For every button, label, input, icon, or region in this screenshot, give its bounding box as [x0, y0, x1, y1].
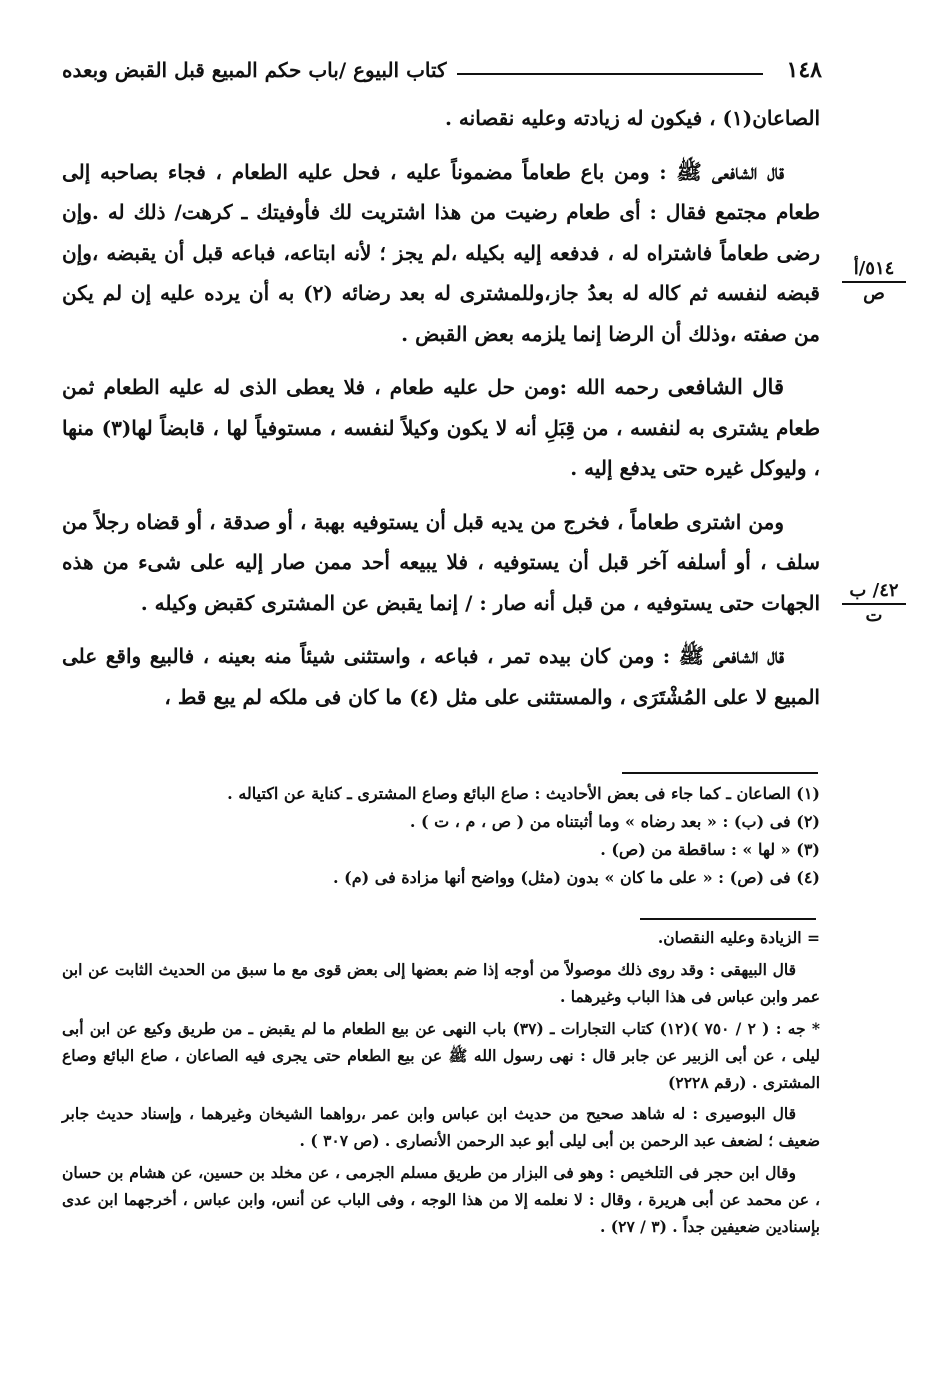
continued-footnote-intro [62, 924, 820, 952]
continued-footnote-rule [640, 918, 816, 920]
continued-footnote-para-3: قال البوصيرى : له شاهد صحيح من حديث ابن عباس وابن عمر ،رواهما الشيخان وغيرهما ، وإسناد حديث جابر ضعيف ؛ لضعف عبد الرحمن بن أبى ليلى أبو عبد الرحمن الأنصارى . (ص ٣٠٧ ) . [62, 1104, 820, 1151]
main-text [62, 98, 820, 730]
paragraph-2 [62, 152, 820, 355]
continued-footnote-para-1: قال البيهقى : وقد روى ذلك موصولاً من أوجه إذا ضم بعضها إلى بعض قوى مع ما سبق من الحديث الثابت عن ابن عمر وابن عباس فى هذا الباب وغيرهما . [62, 960, 820, 1007]
paragraph-2-text: : ومن باع طعاماً مضموناً عليه ، فحل عليه الطعام ، فجاء بصاحبه إلى طعام مجتمع فقال : أى طعام رضيت من هذا اشتريت لك فأوفيتك ـ كرهت/ ذلك له .وإن رضى طعاماً فاشتراه له ، فدفعه إليه بكيله ،لم يجز ؛ لأنه ابتاعه، فباعه قبل أن يقبضه ،وإن قبضه لنفسه ثم كاله له بعدُ جاز،وللمشترى له بعد رضائه (٢) به أن يرده عليه إن لم يكن من صفته ،وذلك أن الرضا إنما يلزمه بعض القبض . [62, 159, 820, 346]
margin-marker-2-source: ت [865, 605, 883, 626]
speaker-label: قال الشافعى [667, 374, 784, 399]
footnote-rule [622, 772, 818, 774]
continuation-mark: = [807, 929, 820, 947]
paragraph-5 [62, 636, 820, 717]
margin-marker-2-folio: ٤٢/ ب [842, 580, 906, 605]
footnotes [62, 780, 820, 892]
margin-marker-2 [842, 580, 906, 626]
footnote-4: (٤) فى (ص) : « على ما كان » بدون (مثل) وواضح أنها مزادة فى (م) . [332, 868, 820, 887]
paragraph-3 [62, 367, 820, 489]
footnote-2: (٢) فى (ب) : « بعد رضاه » وما أثبتناه من ( ص ، م ، ت ) . [409, 812, 820, 831]
continued-intro-text: الزيادة وعليه النقصان. [657, 928, 802, 947]
footnote-3: (٣) « لها » : ساقطة من (ص) . [600, 840, 820, 859]
margin-marker-1-source: ص [863, 283, 885, 304]
header-rule [457, 73, 763, 75]
speaker-label: قال الشافعى ﷺ [676, 158, 784, 184]
continued-footnote-para-4: وقال ابن حجر فى التلخيص : وهو فى البزار من طريق مسلم الجرمى ، عن مخلد بن حسين، عن هشام بن حسان ، عن محمد عن أبى هريرة ، وقال : لا نعلمه إلا من هذا الوجه ، وفى الباب عن أنس، وابن عباس ، أخرجهما ابن عدى بإسنادين ضعيفين جداً . (٣ / ٢٧) . [62, 1162, 820, 1237]
margin-marker-1-folio: ٥١٤/أ [842, 258, 906, 283]
paragraph-3-text: رحمه الله :ومن حل عليه طعام ، فلا يعطى الذى له عليه الطعام ثمن طعام يشترى به لنفسه ، من قِبَلِ أنه لا يكون وكيلاً لنفسه ، مستوفياً لها ، قابضاً لها(٣) منها ، وليوكل غيره حتى يدفع إليه . [62, 375, 820, 480]
paragraph-1: الصاعان(١) ، فيكون له زيادته وعليه نقصانه . [444, 106, 820, 130]
paragraph-5-text: : ومن كان بيده تمر ، فباعه ، واستثنى شيئاً منه بعينه ، فالبيع واقع على المبيع لا على المُشْتَرَى ، والمستثنى على مثل (٤) ما كان فى ملكه لم يبع قط ، [62, 644, 820, 709]
margin-marker-1 [842, 258, 906, 304]
header-title: كتاب البيوع /باب حكم المبيع قبل القبض وبعده [62, 58, 447, 82]
continued-footnote-para-2: * جه : ( ٢ / ٧٥٠ )(١٢) كتاب التجارات ـ (٣٧) باب النهى عن بيع الطعام ما لم يقبض ـ من طريق وكيع عن ابن أبى ليلى ، عن أبى الزبير عن جابر قال : نهى رسول الله ﷺ عن بيع الطعام حتى يجرى فيه الصاعان ، صاع البائع وصاع المشترى . (رقم ٢٢٢٨) [62, 1018, 820, 1093]
footnote-1: (١) الصاعان ـ كما جاء فى بعض الأحاديث : صاع البائع وصاع المشترى ـ كناية عن اكتياله . [227, 784, 820, 803]
paragraph-4: ومن اشترى طعاماً ، فخرج من يديه قبل أن يستوفيه بهبة ، أو صدقة ، أو قضاه رجلاً من سلف ، أو أسلفه آخر قبل أن يستوفيه ، فلا يبيعه أحد ممن صار إليه على شىء من هذه الجهات حتى يستوفيه ، من قبل أنه صار : / إنما يقبض عن المشترى كقبض وكيله . [62, 509, 820, 615]
speaker-label: قال الشافعى ﷺ [678, 643, 784, 668]
continued-footnotes [62, 924, 820, 1244]
page-number: ١٤٨ [786, 57, 822, 83]
running-header [62, 52, 822, 88]
